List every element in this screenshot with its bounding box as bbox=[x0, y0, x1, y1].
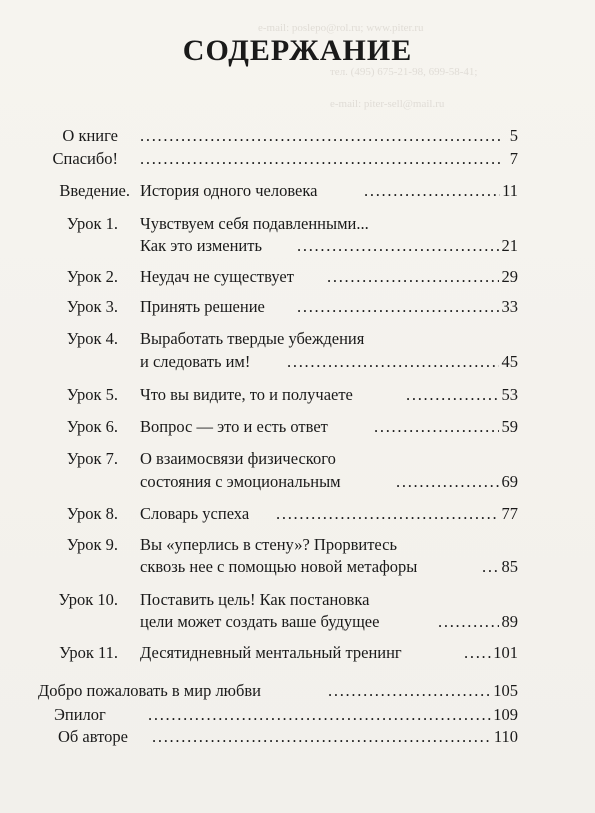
toc-page-number: 29 bbox=[501, 267, 518, 286]
toc-page-number: 69 bbox=[501, 472, 518, 491]
toc-label: Урок 5. bbox=[66, 385, 118, 404]
toc-label: Урок 9. bbox=[66, 535, 118, 554]
toc-title: Поставить цель! Как постановка bbox=[140, 590, 370, 609]
toc-page-number: 105 bbox=[493, 681, 518, 700]
toc-leader bbox=[148, 705, 492, 725]
toc-label: Спасибо! bbox=[52, 149, 118, 168]
toc-title: Выработать твердые убеждения bbox=[140, 329, 365, 348]
toc-label: Введение. bbox=[59, 181, 130, 200]
toc-label: Урок 2. bbox=[66, 267, 118, 286]
toc-leader bbox=[297, 297, 499, 317]
toc-label: Урок 6. bbox=[66, 417, 118, 436]
toc-leader bbox=[140, 149, 502, 169]
toc-label: Добро пожаловать в мир любви bbox=[38, 681, 262, 700]
toc-label: Урок 3. bbox=[66, 297, 118, 316]
toc-title-cont: Как это изменить bbox=[140, 236, 262, 255]
toc-leader bbox=[152, 727, 492, 747]
toc-label: Об авторе bbox=[58, 727, 128, 746]
toc-leader bbox=[406, 385, 499, 405]
toc-title-cont: и следовать им! bbox=[140, 352, 251, 371]
toc-label: О книге bbox=[62, 126, 118, 145]
toc-label: Урок 8. bbox=[66, 504, 118, 523]
toc-page-number: 59 bbox=[501, 417, 518, 436]
toc-title: Десятидневный ментальный тренинг bbox=[140, 643, 402, 662]
toc-label: Эпилог bbox=[54, 705, 106, 724]
show-through-text-2: тел. (495) 675-21-98, 699-58-41; bbox=[330, 66, 478, 78]
toc-page-number: 85 bbox=[501, 557, 518, 576]
toc-label: Урок 1. bbox=[66, 214, 118, 233]
toc-leader bbox=[438, 612, 499, 632]
toc-title: Чувствуем себя подавленными... bbox=[140, 214, 369, 233]
page-title: СОДЕРЖАНИЕ bbox=[182, 34, 413, 67]
toc-label: Урок 7. bbox=[66, 449, 118, 468]
toc-label: Урок 4. bbox=[66, 329, 118, 348]
toc-page-number: 110 bbox=[493, 727, 518, 746]
toc-title-cont: цели может создать ваше будущее bbox=[140, 612, 380, 631]
toc-leader bbox=[140, 126, 502, 146]
toc-leader bbox=[374, 417, 499, 437]
toc-leader bbox=[276, 504, 499, 524]
toc-title: Что вы видите, то и получаете bbox=[140, 385, 353, 404]
toc-leader bbox=[364, 181, 500, 201]
toc-leader bbox=[297, 236, 499, 256]
toc-leader bbox=[396, 472, 499, 492]
toc-page-number: 109 bbox=[493, 705, 518, 724]
toc-title: Неудач не существует bbox=[140, 267, 294, 286]
toc-title: О взаимосвязи физического bbox=[140, 449, 336, 468]
toc-page-number: 89 bbox=[501, 612, 518, 631]
toc-leader bbox=[464, 643, 492, 663]
toc-page-number: 11 bbox=[502, 181, 518, 200]
show-through-text-1: e-mail: poslepo@rol.ru; www.piter.ru bbox=[258, 22, 424, 34]
toc-page-number: 53 bbox=[501, 385, 518, 404]
toc-title: Принять решение bbox=[140, 297, 265, 316]
toc-page-number: 77 bbox=[501, 504, 518, 523]
toc-title: Словарь успеха bbox=[140, 504, 250, 523]
toc-page-number: 101 bbox=[493, 643, 518, 662]
toc-title: История одного человека bbox=[140, 181, 318, 200]
toc-title-cont: сквозь нее с помощью новой метафоры bbox=[140, 557, 418, 576]
toc-title: Вопрос — это и есть ответ bbox=[140, 417, 328, 436]
toc-page-number: 7 bbox=[509, 149, 518, 168]
toc-label: Урок 10. bbox=[58, 590, 118, 609]
toc-page-number: 45 bbox=[501, 352, 518, 371]
toc-leader bbox=[287, 352, 499, 372]
toc-leader bbox=[327, 267, 499, 287]
toc-page-number: 21 bbox=[501, 236, 518, 255]
toc-page-number: 33 bbox=[501, 297, 518, 316]
toc-title-cont: состояния с эмоциональным bbox=[140, 472, 341, 491]
show-through-text-3: e-mail: piter-sell@mail.ru bbox=[330, 98, 445, 110]
toc-page-number: 5 bbox=[509, 126, 518, 145]
toc-label: Урок 11. bbox=[59, 643, 118, 662]
toc-title: Вы «уперлись в стену»? Прорвитесь bbox=[140, 535, 397, 554]
toc-leader bbox=[328, 681, 492, 701]
